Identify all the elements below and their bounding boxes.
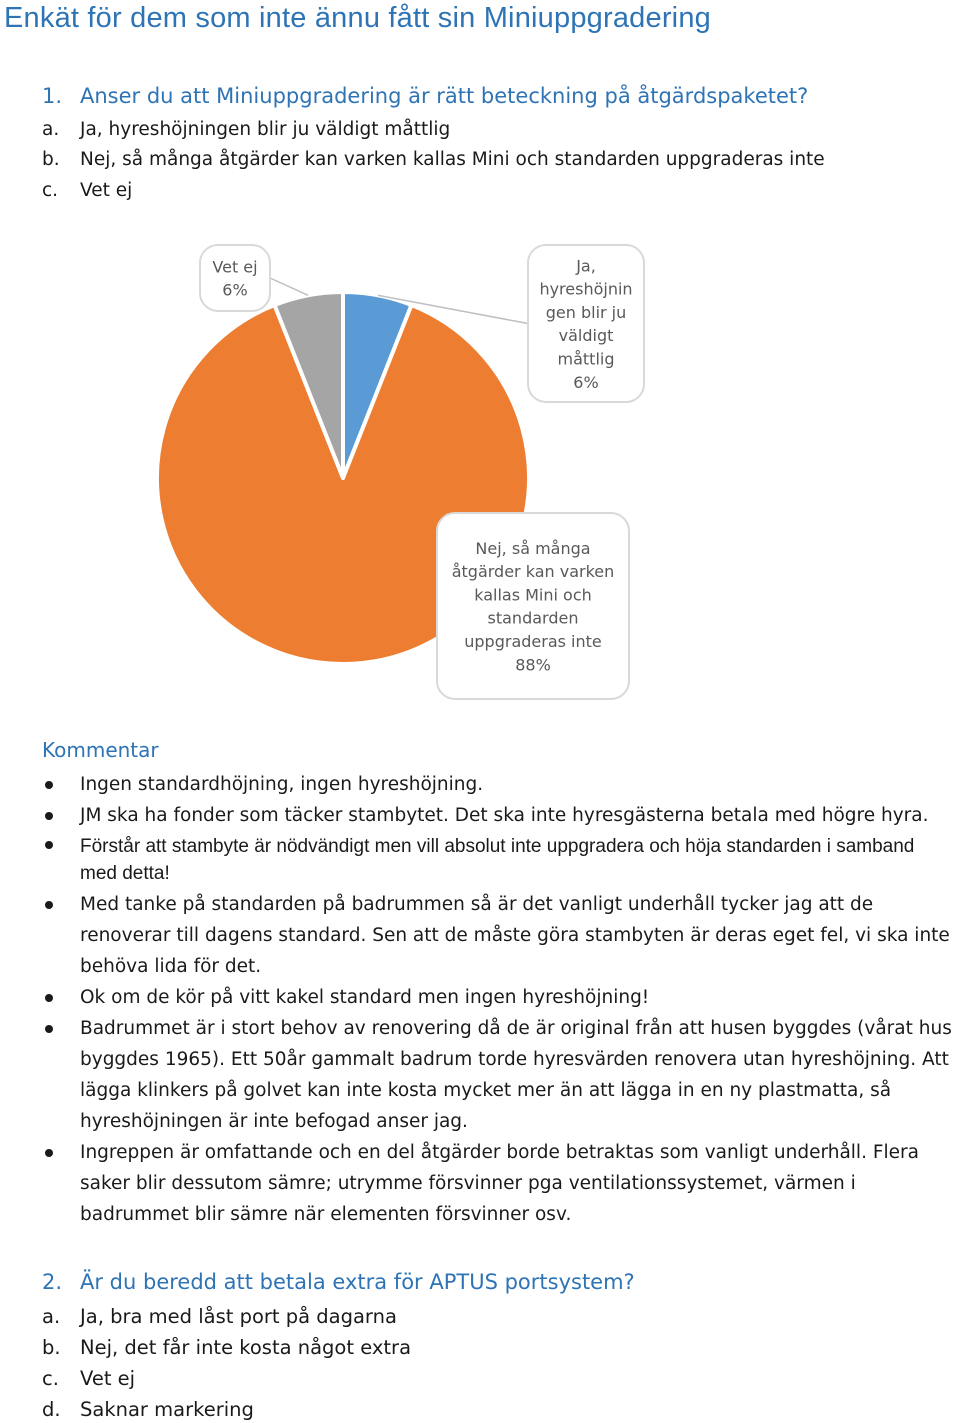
list-item xyxy=(0,800,960,831)
option-letter: a. xyxy=(42,119,60,140)
question-text: Anser du att Miniuppgradering är rätt beteckning på åtgärdspaketet? xyxy=(80,84,809,108)
callout-label: åtgärder kan varken xyxy=(451,562,615,582)
option-letter: b. xyxy=(42,149,60,170)
callout-label: 6% xyxy=(222,280,248,300)
bullet-icon xyxy=(45,994,53,1002)
option-letter: b. xyxy=(42,1336,61,1359)
comment-text: Förstår att stambyte är nödvändigt men vill absolut inte uppgradera och höja standarden i samband med detta! xyxy=(80,836,915,884)
list-item xyxy=(0,769,960,800)
list-item xyxy=(0,831,960,889)
callout-label: standarden xyxy=(487,608,579,628)
bullet-icon xyxy=(45,781,53,789)
comments-heading: Kommentar xyxy=(42,738,159,762)
option-text: Vet ej xyxy=(80,180,133,201)
callout-label: Ja, xyxy=(576,256,596,276)
callout-label: hyreshöjnin xyxy=(539,279,633,299)
callout-label: gen blir ju xyxy=(545,302,627,322)
callout-label: Nej, så många xyxy=(475,538,591,558)
callout-leader-line xyxy=(270,278,308,295)
question-text: Är du beredd att betala extra för APTUS portsystem? xyxy=(80,1270,635,1294)
list-item xyxy=(0,1137,960,1230)
callout-label: uppgraderas inte xyxy=(464,631,602,651)
callout-label: 6% xyxy=(573,372,599,392)
option-letter: c. xyxy=(42,1367,59,1390)
comment-text: JM ska ha fonder som täcker stambytet. Det ska inte hyresgästerna betala med högre hyra. xyxy=(80,805,929,826)
bullet-icon xyxy=(45,1025,53,1033)
bullet-icon xyxy=(45,901,53,909)
comment-text: Ingen standardhöjning, ingen hyreshöjning. xyxy=(80,774,484,795)
list-item xyxy=(0,982,960,1013)
callout-label: 88% xyxy=(515,655,551,675)
callout-label: väldigt xyxy=(558,326,614,346)
list-item xyxy=(0,889,960,982)
page-title: Enkät för dem som inte ännu fått sin Miniuppgradering xyxy=(4,2,711,34)
callout-label: kallas Mini och xyxy=(474,585,592,605)
comment-text: Ingreppen är omfattande och en del åtgärder borde betraktas som vanligt underhåll. Flera saker blir dessutom sämre; utrymme försvinner pga ventilationssystemet, värmen i badrummet blir sämre när elementen försvinner osv. xyxy=(80,1142,919,1225)
pie-chart-svg xyxy=(0,230,960,720)
bullet-icon xyxy=(45,841,53,849)
question-number: 1. xyxy=(42,84,63,108)
option-text: Vet ej xyxy=(80,1367,136,1390)
option-text: Ja, hyreshöjningen blir ju väldigt måttlig xyxy=(80,119,451,140)
question-number: 2. xyxy=(42,1270,63,1294)
option-text: Nej, det får inte kosta något extra xyxy=(80,1336,412,1359)
comment-text: Med tanke på standarden på badrummen så är det vanligt underhåll tycker jag att de renoverar till dagens standard. Sen att de måste göra stambyten är deras eget fel, vi ska inte behöva lida för det. xyxy=(80,894,950,977)
option-text: Nej, så många åtgärder kan varken kallas Mini och standarden uppgraderas inte xyxy=(80,149,825,170)
list-item xyxy=(0,1013,960,1137)
bullet-icon xyxy=(45,1149,53,1157)
option-letter: c. xyxy=(42,180,59,201)
option-text: Ja, bra med låst port på dagarna xyxy=(80,1305,397,1328)
comments-list xyxy=(0,769,960,1230)
comment-text: Badrummet är i stort behov av renovering då de är original från att husen byggdes (vårat hus byggdes 1965). Ett 50år gammalt badrum torde hyresvärden renovera utan hyreshöjning. Att lägga klinkers på golvet kan inte kosta mycket mer än att lägga in en ny plastmatta, så hyreshöjningen är inte befogad anser jag. xyxy=(80,1018,952,1132)
option-letter: a. xyxy=(42,1305,61,1328)
option-text: Saknar markering xyxy=(80,1398,254,1421)
option-letter: d. xyxy=(42,1398,61,1421)
callout-label: Vet ej xyxy=(212,257,258,277)
comment-text: Ok om de kör på vitt kakel standard men ingen hyreshöjning! xyxy=(80,987,650,1008)
callout-box xyxy=(200,245,270,311)
bullet-icon xyxy=(45,812,53,820)
callout-label: måttlig xyxy=(557,349,615,369)
pie-chart xyxy=(0,230,960,720)
